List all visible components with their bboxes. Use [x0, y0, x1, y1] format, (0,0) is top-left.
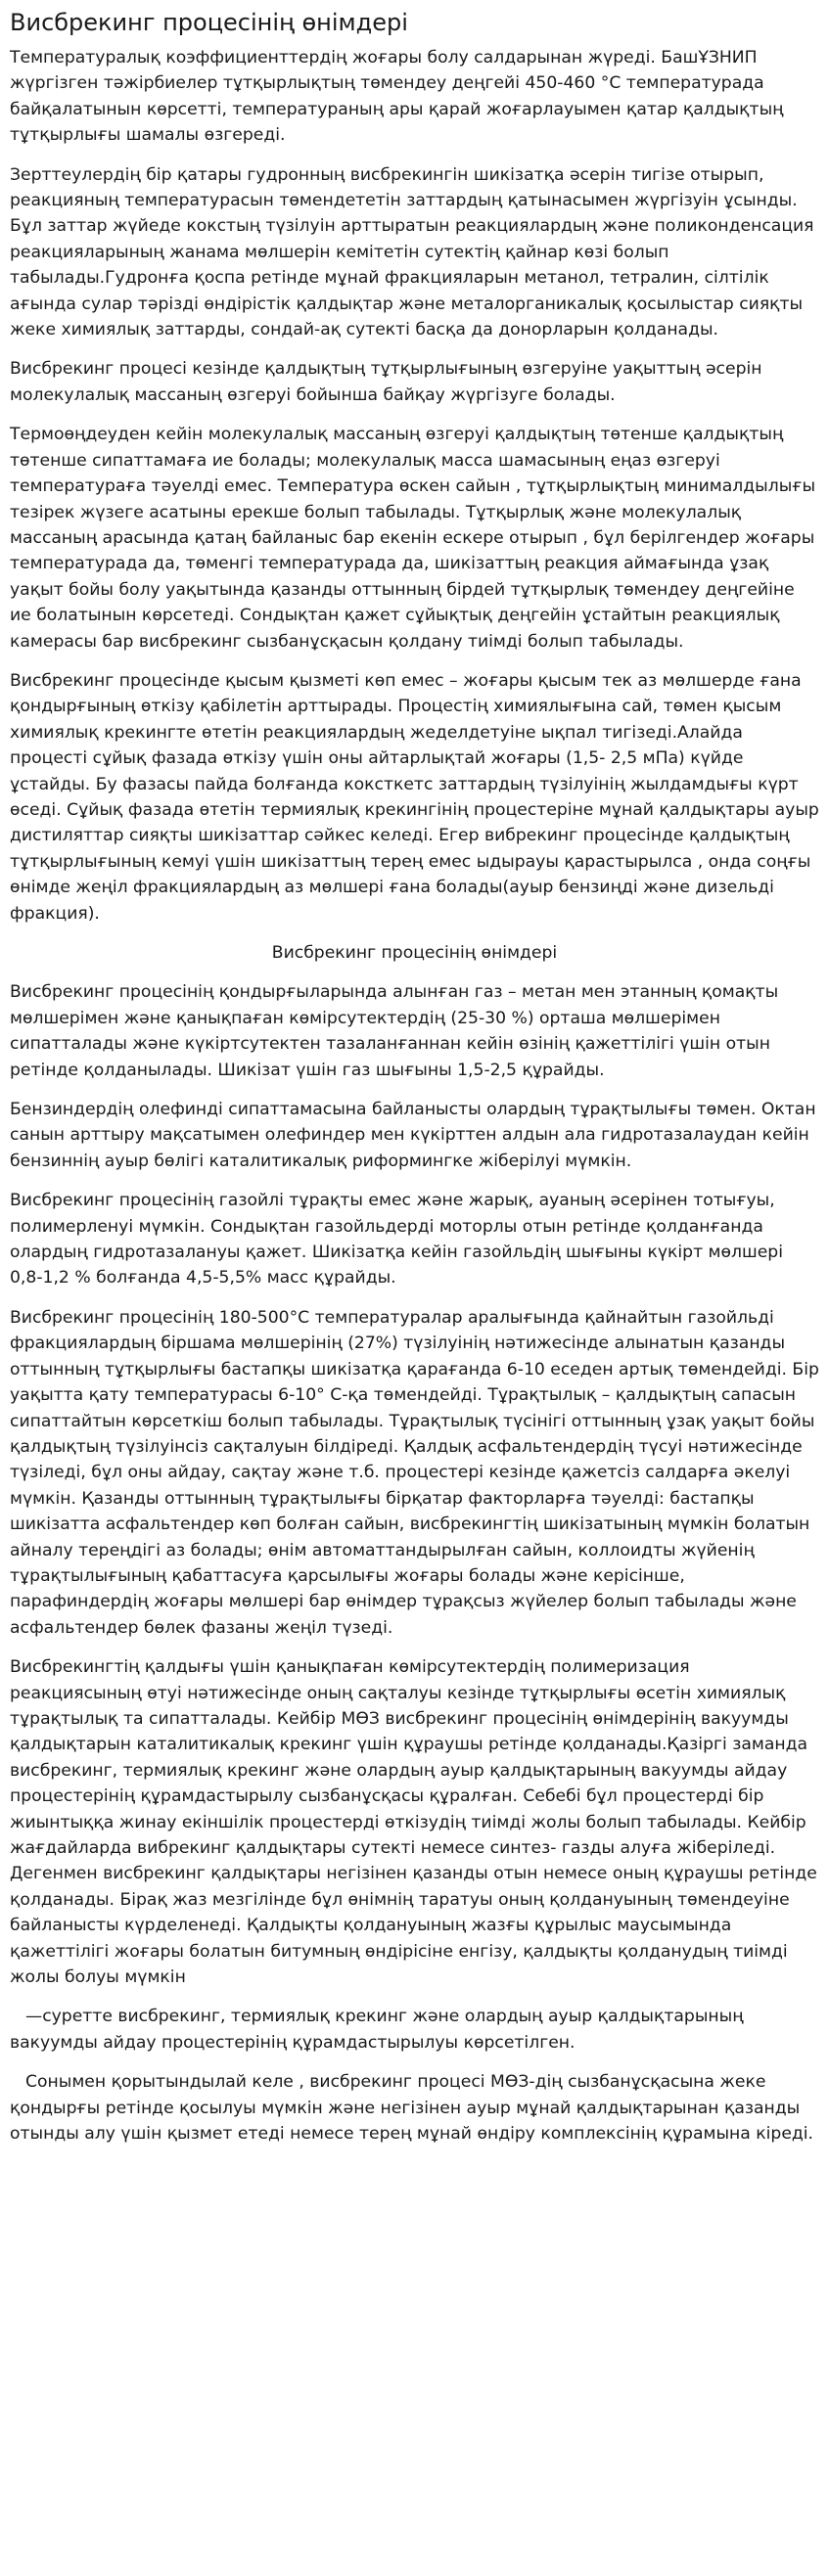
paragraph-viscosity-temperature: Температуралық коэффициенттердің жоғары болу салдарынан жүреді. БашҰЗНИП жүргізген тәжірбиелер тұтқырлықтың төмендеу деңгейі 450-460 °С температурада байқалатынын көрсетті, температураның ары қарай жоғарлауымен қатар қалдықтың тұтқырлығы шамалы өзгереді.	[10, 48, 784, 146]
paragraph-figure-reference: —суретте висбрекинг, термиялық крекинг және олардың ауыр қалдықтарының вакуумды айдау процестерінің құрамдастырылуы көрсетілген.	[10, 2007, 744, 2053]
paragraph-gasoline: Бензиндердің олефинді сипаттамасына байланысты олардың тұрақтылығы төмен. Октан санын арттыру мақсатымен олефиндер мен күкірттен алдын ала гидротазалаудан кейін бензиннің ауыр бөлігі каталитикалық риформингке жіберілуі мүмкін.	[10, 1100, 816, 1171]
paragraph-residue-usage: Висбрекингтің қалдығы үшін қанықпаған көмірсутектердің полимеризация реакциясының өтуі нәтижесінде оның сақталуы кезінде тұтқырлығы өсетін химиялық тұрақтылық та сипатталады. Кейбір МӨЗ висбрекинг процесінің өнімдерінің вакуумды қалдықтарын каталитикалық крекинг үшін құраушы ретінде қолданады.Қазіргі заманда висбрекинг, термиялық крекинг және олардың ауыр қалдықтарының вакуумды айдау процестерінің құрамдастырылу сызбанұсқасы құралған. Себебі бұл процестерді бір жиынтыққа жинау екіншілік процестерді өткізудің тиімді жолы болып табылады. Кейбір жағдайларда вибрекинг қалдықтары сутекті немесе синтез- газды алуға жіберіледі. Дегенмен висбрекинг қалдықтары негізінен қазанды отын немесе оның құраушы ретінде қолданады. Бірақ жаз мезгілінде бұл өнімнің таратуы оның қолдануының төмендеуіне байланысты күрделенеді. Қалдықты қолдануының жазғы құрылыс маусымында қажеттілігі жоғары болатын битумның өндірісіне енгізу, қалдықты қолданудың тиімді жолы болуы мүмкін	[10, 1657, 817, 1988]
paragraph-boiler-fuel-stability: Висбрекинг процесінің 180-500°С температуралар аралығында қайнайтын газойльді фракциялардың біршама мөлшерінің (27%) түзілуінің нәтижесінде алынатын қазанды оттынның тұтқырлығы бастапқы шикізатқа қарағанда 6-10 еседен артық төмендейді. Бір уақытта қату температурасы 6-10° С-қа төмендейді. Тұрақтылық – қалдықтың сапасын сипаттайтын көрсеткіш болып табылады. Тұрақтылық түсінігі оттынның ұзақ уақыт бойы қалдықтың түзілуінсіз сақталуын білдіреді. Қалдық асфальтендердің түсуі нәтижесінде түзіледі, бұл оны айдау, сақтау және т.б. процестері кезінде қажетсіз салдарға әкелуі мүмкін. Қазанды оттынның тұрақтылығы бірқатар факторларға тәуелді: бастапқы шикізатта асфальтендер көп болған сайын, висбрекингтің шикізатының мүмкін болатын айналу тереңдігі аз болады; өнім автоматтандырылған сайын, коллоидты жүйенің тұрақтылығының қабаттасуға қарсылығы жоғары болады және керісінше, парафиндердің жоғары мөлшері бар өнімдер тұрақсыз жүйелер болып табылады және асфальтендер бөлек фазаны жеңіл түзеді.	[10, 1307, 819, 1638]
paragraph-time-effect: Висбрекинг процесі кезінде қалдықтың тұтқырлығының өзгеруіне уақыттың әсерін молекулалық массаның өзгеруі бойынша байқау жүргізуге болады.	[10, 359, 762, 405]
paragraph-pressure: Висбрекинг процесінде қысым қызметі көп емес – жоғары қысым тек аз мөлшерде ғана қондырғының өткізу қабілетін арттырады. Процестің химиялығына сай, төмен қысым химиялық крекингте өтетін реакциялардың жеделдетуіне ықпал тигізеді.Алайда процесті сұйық фазада өткізу үшін оны айтарлықтай жоғары (1,5- 2,5 мПа) күйде ұстайды. Бу фазасы пайда болғанда коксткетс заттардың түзілуінің жылдамдығы күрт өседі. Сұйық фазада өтетін термиялық крекингінің процестеріне мұнай қалдықтары ауыр дистиляттар сияқты шикізаттар сәйкес келеді. Егер вибрекинг процесінде қалдықтың тұтқырлығының кемуі үшін шикізаттың терең емес ыдырауы қарастырылса , онда соңғы өнімде жеңіл фракциялардың аз мөлшері ғана болады(ауыр бензиңді және дизельді фракция).	[10, 670, 819, 924]
paragraph-conclusion: Сонымен қорытындылай келе , висбрекинг процесі МӨЗ-дің сызбанұсқасына жеке қондырғы ретінде қосылуы мүмкін және негізінен ауыр мұнай қалдықтарынан қазанды отынды алу үшін қызмет етеді немесе терең мұнай өндіру комплексінің құрамына кіреді.	[10, 2072, 814, 2145]
paragraph-gasoil: Висбрекинг процесінің газойлі тұрақты емес және жарық, ауаның әсерінен тотығуы, полимерленуі мүмкін. Сондықтан газойльдерді моторлы отын ретінде қолданғанда олардың гидротазалануы қажет. Шикізатқа кейін газойльдің шығыны күкірт мөлшері 0,8-1,2 % болғанда 4,5-5,5% масс құрайды.	[10, 1191, 783, 1288]
paragraph-hydrogen-donors: Зерттеулердің бір қатары гудронның висбрекингін шикізатқа әсерін тигізе отырып, реакцияның температурасын төмендететін заттардың қатынасымен жүргізуін ұсынды. Бұл заттар жүйеде кокстың түзілуін арттыратын реакциялардың және поликонденсация реакцияларының жанама мөлшерін кемітетін сутектің қайнар көзі болып табылады.Гудронға қоспа ретінде мұнай фракцияларын метанол, тетралин, сілтілік ағында сулар тәрізді өндірістік қалдықтар және металорганикалық қосылыстар сияқты жеке химиялық заттарды, сондай-ақ сутекті басқа да донорларын қолданады.	[10, 164, 814, 340]
paragraph-gas: Висбрекинг процесінің қондырғыларында алынған газ – метан мен этанның қомақты мөлшерімен және қанықпаған көмірсутектердің (25-30 %) орташа мөлшерімен сипатталады және күкіртсутектен тазаланғаннан кейін өзінің қажеттілігі үшін отын ретінде қолданылады. Шикізат үшін газ шығыны 1,5-2,5 құрайды.	[10, 982, 779, 1080]
section-heading-products: Висбрекинг процесінің өнімдері	[271, 943, 558, 963]
paragraph-molecular-mass: Термоөңдеуден кейін молекулалық массаның өзгеруі қалдықтың төтенше қалдықтың төтенше сипаттамаға ие болады; молекулалық масса шамасының еңаз өзгеруі температураға тәуелді емес. Температура өскен сайын , тұтқырлықтың минималдылығы тезірек жүзеге асатыны ерекше болып табылады. Тұтқырлық және молекулалық массаның арасында қатаң байланыс бар екенін ескере отырып , бұл берілгендер жоғары температурада да, төменгі температурада да, шикізаттың реакция аймағында ұзақ уақыт бойы болу уақытында қазанды оттынның бірдей тұтқырлық төмендеу деңгейіне ие болатынын көрсетеді. Сондықтан қажет сұйықтық деңгейін ұстайтын реакциялық камерасы бар висбрекинг сызбанұсқасын қолдану тиімді болып табылады.	[10, 425, 816, 652]
page-title: Висбрекинг процесінің өнімдері	[10, 9, 408, 36]
